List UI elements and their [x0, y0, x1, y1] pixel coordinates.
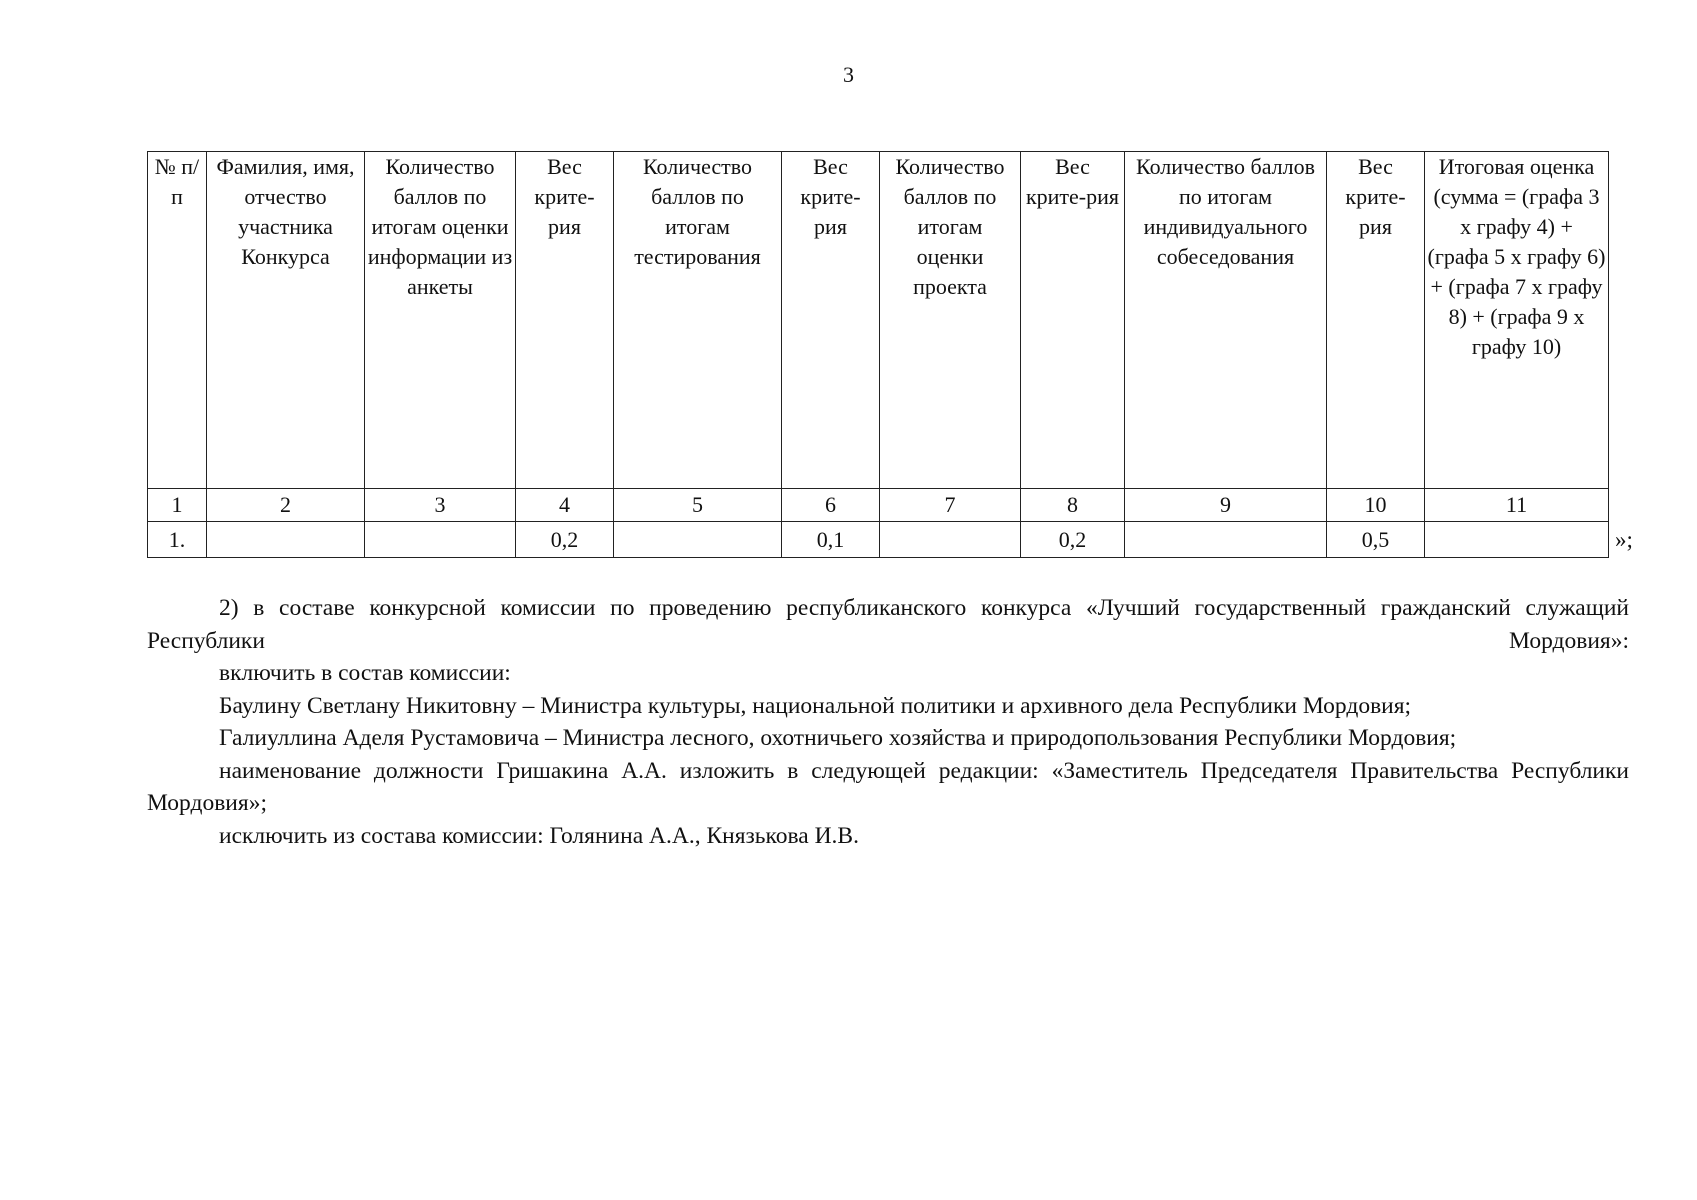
table-cell-project-score [880, 522, 1021, 558]
page-number: 3 [843, 62, 854, 87]
column-number-cell: 2 [207, 489, 365, 522]
header-cell-project-score: Количество баллов по итогам оценки проекта [880, 152, 1021, 489]
column-number-cell: 3 [365, 489, 516, 522]
column-number-cell: 1 [148, 489, 207, 522]
header-cell-participant-name: Фамилия, имя, отчество участника Конкурса [207, 152, 365, 489]
criteria-table [147, 151, 1609, 558]
column-number-cell: 8 [1021, 489, 1125, 522]
column-number-cell: 11 [1425, 489, 1609, 522]
table-cell-participant-name [207, 522, 365, 558]
table-cell-total-score [1425, 522, 1609, 558]
header-cell-questionnaire-score: Количество баллов по итогам оценки информации из анкеты [365, 152, 516, 489]
paragraph-position-grishakin: наименование должности Гришакина А.А. изложить в следующей редакции: «Заместитель Председателя Правительства Республики Мордовия»; [147, 757, 1629, 816]
table-cell-weight-project: 0,2 [1021, 522, 1125, 558]
criteria-table-wrapper [147, 151, 1609, 558]
table-cell-questionnaire-score [365, 522, 516, 558]
paragraph-member-baulina: Баулину Светлану Никитовну – Министра культуры, национальной политики и архивного дела Республики Мордовия; [219, 692, 1412, 719]
column-number-cell: 7 [880, 489, 1021, 522]
table-cell-interview-score [1125, 522, 1327, 558]
table-cell-weight-questionnaire: 0,2 [516, 522, 614, 558]
column-number-cell: 9 [1125, 489, 1327, 522]
paragraph-commission-intro: 2) в составе конкурсной комиссии по проведению республиканского конкурса «Лучший государственный гражданский служащий Республики Мордовия»: [147, 595, 1629, 654]
paragraph-exclude-members: исключить из состава комиссии: Голянина А.А., Князькова И.В. [219, 822, 859, 849]
header-cell-number: № п/п [148, 152, 207, 489]
document-body [147, 592, 1629, 852]
paragraph-member-galiullin: Галиуллина Аделя Рустамовича – Министра лесного, охотничьего хозяйства и природопользования Республики Мордовия; [219, 725, 1457, 751]
table-header-row [148, 152, 1609, 489]
column-number-cell: 10 [1327, 489, 1425, 522]
column-number-cell: 5 [614, 489, 782, 522]
table-closing-quote: »; [1615, 527, 1633, 552]
paragraph-include-members: включить в состав комиссии: [219, 660, 511, 686]
column-number-cell: 4 [516, 489, 614, 522]
table-cell-number: 1. [148, 522, 207, 558]
column-number-cell: 6 [782, 489, 880, 522]
table-cell-testing-score [614, 522, 782, 558]
table-cell-weight-interview: 0,5 [1327, 522, 1425, 558]
header-cell-weight-project: Вес крите-рия [1021, 152, 1125, 489]
header-cell-weight-questionnaire: Вес крите-рия [516, 152, 614, 489]
header-cell-interview-score: Количество баллов по итогам индивидуального собеседования [1125, 152, 1327, 489]
header-cell-weight-interview: Вес крите-рия [1327, 152, 1425, 489]
header-cell-weight-testing: Вес крите-рия [782, 152, 880, 489]
table-row [148, 522, 1609, 558]
column-number-row [148, 489, 1609, 522]
header-cell-total-score: Итоговая оценка (сумма = (графа 3 х графу 4) + (графа 5 х графу 6) + (графа 7 х графу 8) + (графа 9 х графу 10) [1425, 152, 1609, 489]
header-cell-testing-score: Количество баллов по итогам тестирования [614, 152, 782, 489]
table-cell-weight-testing: 0,1 [782, 522, 880, 558]
